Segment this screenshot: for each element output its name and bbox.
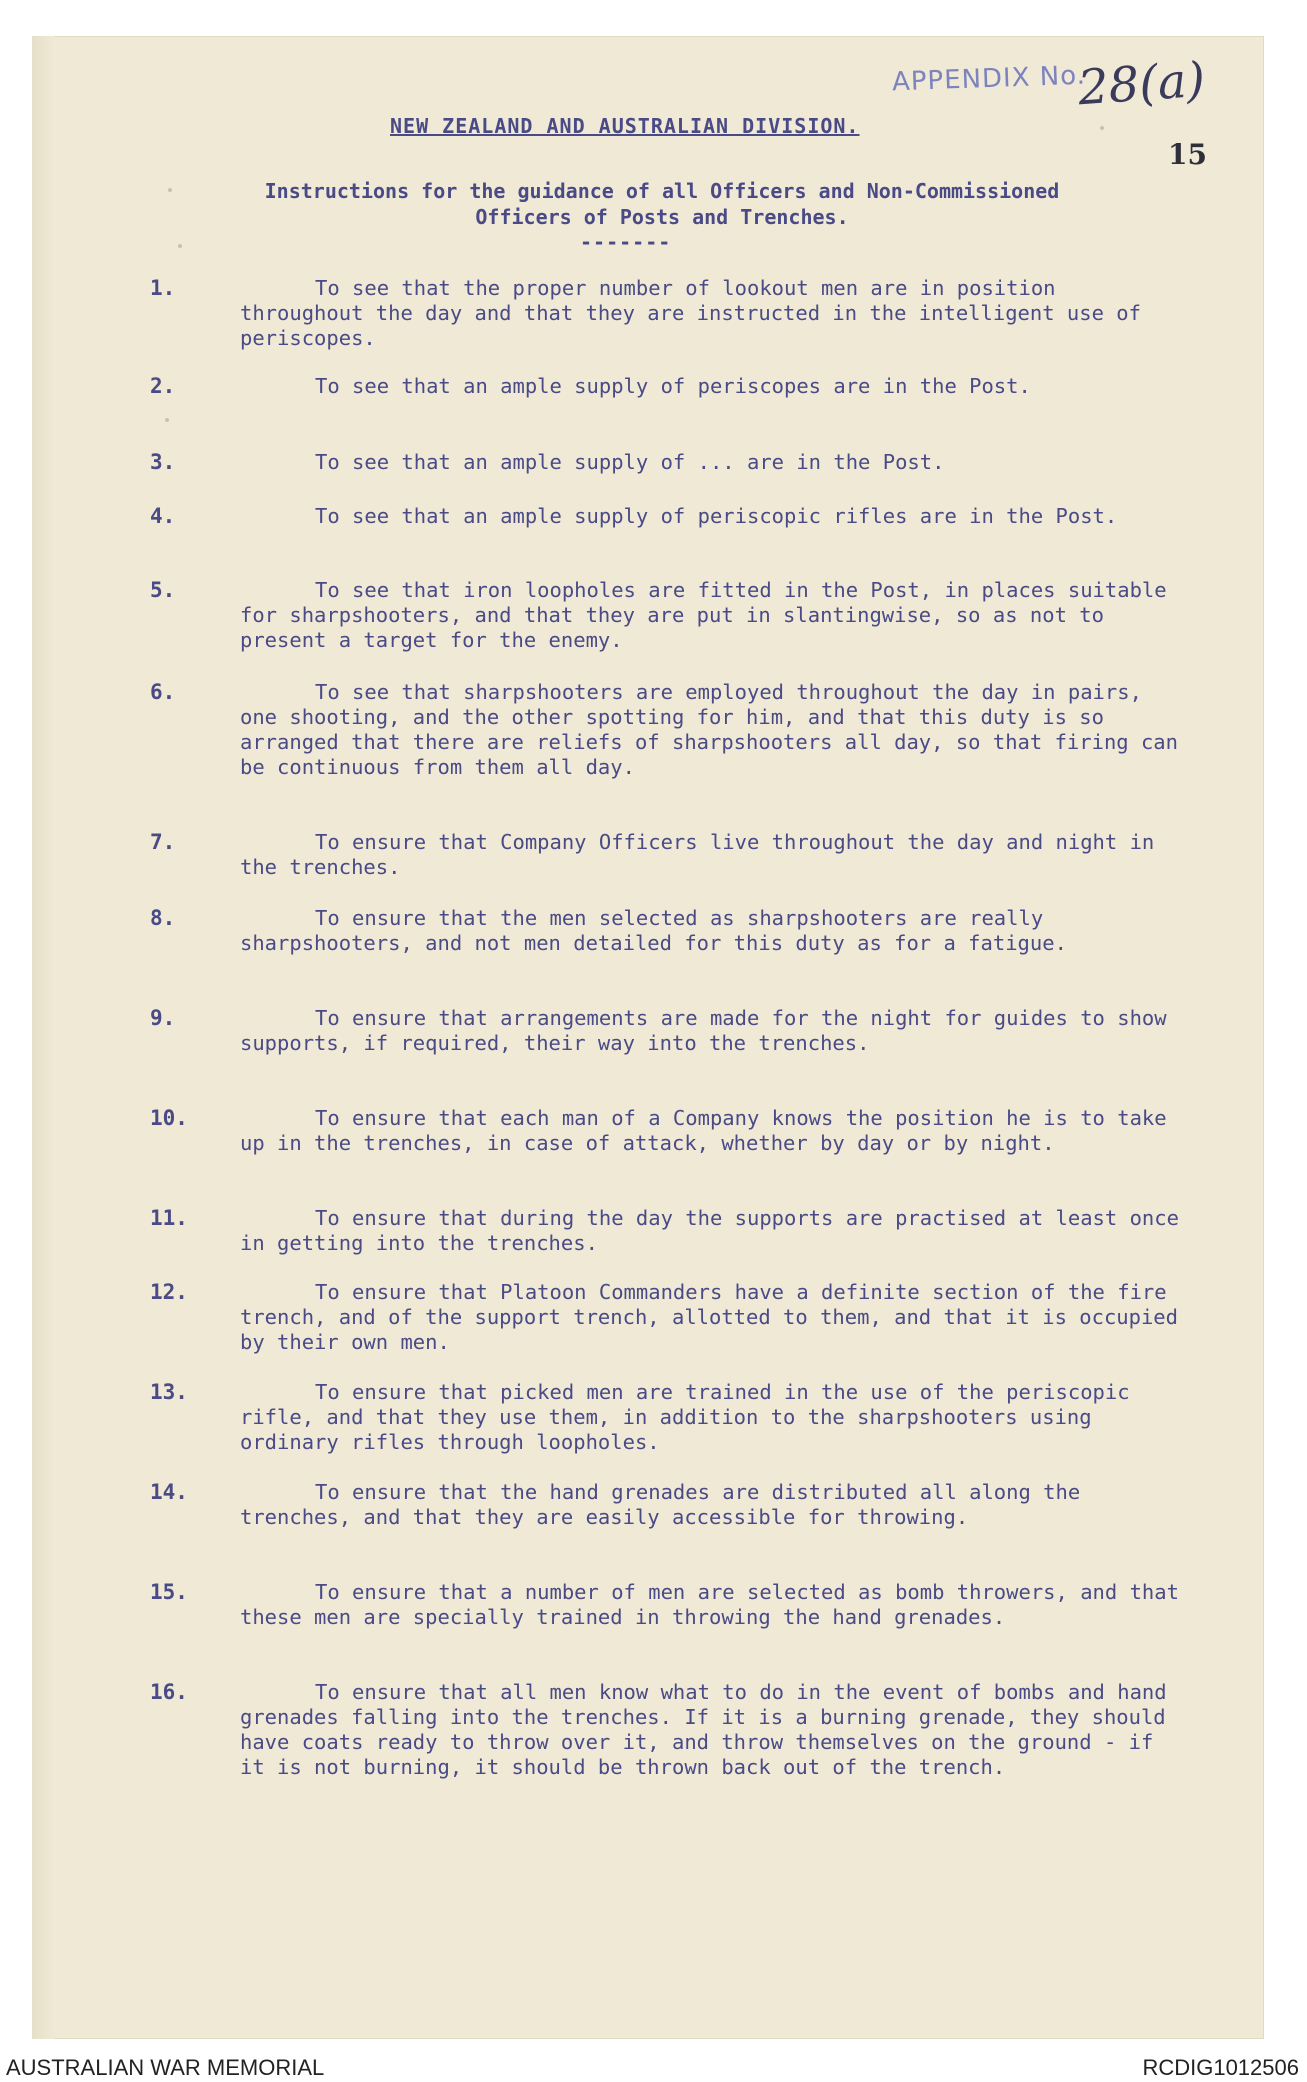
- item-number: 8.: [150, 906, 176, 930]
- item-text: To ensure that Platoon Commanders have a definite section of the fire trench, and of the support trench, allotted to them, and that it is occupied by their own men.: [240, 1280, 1178, 1354]
- item-text: To ensure that Company Officers live throughout the day and night in the trenches.: [240, 830, 1155, 879]
- item-text: To ensure that the hand grenades are distributed all along the trenches, and that they are easily accessible for throwing.: [240, 1480, 1081, 1529]
- appendix-number: 28(a): [1076, 51, 1207, 117]
- archive-reference: RCDIG1012506: [1142, 2055, 1299, 2080]
- appendix-stamp: APPENDIX No.: [891, 60, 1087, 98]
- paper-speck: [168, 188, 172, 192]
- item-number: 16.: [150, 1680, 188, 1704]
- page-edge-shadow: [32, 36, 54, 2039]
- item-number: 13.: [150, 1380, 188, 1404]
- item-text: To ensure that a number of men are selected as bomb throwers, and that these men are specially trained in throwing the hand grenades.: [240, 1580, 1179, 1629]
- separator: -------: [580, 230, 672, 254]
- item-text: To ensure that during the day the supports are practised at least once in getting into the trenches.: [240, 1206, 1179, 1255]
- document-subtitle: Instructions for the guidance of all Officers and Non-Commissioned Officers of Posts and Trenches.: [264, 179, 1060, 229]
- paper-speck: [165, 418, 169, 422]
- item-number: 11.: [150, 1206, 188, 1230]
- archive-credit: AUSTRALIAN WAR MEMORIAL: [6, 2055, 325, 2080]
- document-heading: NEW ZEALAND AND AUSTRALIAN DIVISION.: [390, 114, 860, 138]
- item-text: To ensure that arrangements are made for the night for guides to show supports, if required, their way into the trenches.: [240, 1006, 1167, 1055]
- item-number: 4.: [150, 504, 176, 528]
- item-number: 12.: [150, 1280, 188, 1304]
- item-text: To see that an ample supply of ... are in the Post.: [315, 450, 945, 474]
- item-text: To ensure that picked men are trained in the use of the periscopic rifle, and that they use them, in addition to the sharpshooters using ordinary rifles through loopholes.: [240, 1380, 1130, 1454]
- item-number: 5.: [150, 578, 176, 602]
- item-text: To ensure that the men selected as sharpshooters are really sharpshooters, and not men detailed for this duty as for a fatigue.: [240, 906, 1067, 955]
- item-number: 3.: [150, 450, 176, 474]
- item-text: To see that an ample supply of periscopes are in the Post.: [315, 374, 1031, 398]
- item-number: 14.: [150, 1480, 188, 1504]
- item-text: To see that an ample supply of periscopic rifles are in the Post.: [315, 504, 1118, 528]
- item-number: 7.: [150, 830, 176, 854]
- item-number: 15.: [150, 1580, 188, 1604]
- item-number: 9.: [150, 1006, 176, 1030]
- item-text: To see that iron loopholes are fitted in the Post, in places suitable for sharpshooters, and that they are put in slantingwise, so as not to present a target for the enemy.: [240, 578, 1167, 652]
- paper-speck: [1100, 126, 1104, 130]
- item-number: 1.: [150, 276, 176, 300]
- item-number: 2.: [150, 374, 176, 398]
- item-text: To see that the proper number of lookout men are in position throughout the day and that they are instructed in the intelligent use of periscopes.: [240, 276, 1141, 350]
- item-text: To ensure that each man of a Company knows the position he is to take up in the trenches, in case of attack, whether by day or by night.: [240, 1106, 1167, 1155]
- item-text: To see that sharpshooters are employed throughout the day in pairs, one shooting, and the other spotting for him, and that this duty is so arranged that there are reliefs of sharpshooters all day, so that firing can be continuous from them all day.: [240, 680, 1178, 779]
- item-text: To ensure that all men know what to do in the event of bombs and hand grenades falling into the trenches. If it is a burning grenade, they should have coats ready to throw over it, and throw themselves on the ground - if it is not burning, it should be thrown back out of the trench.: [240, 1680, 1167, 1779]
- page-number: 15: [1168, 138, 1207, 171]
- item-number: 6.: [150, 680, 176, 704]
- item-number: 10.: [150, 1106, 188, 1130]
- paper-speck: [178, 244, 182, 248]
